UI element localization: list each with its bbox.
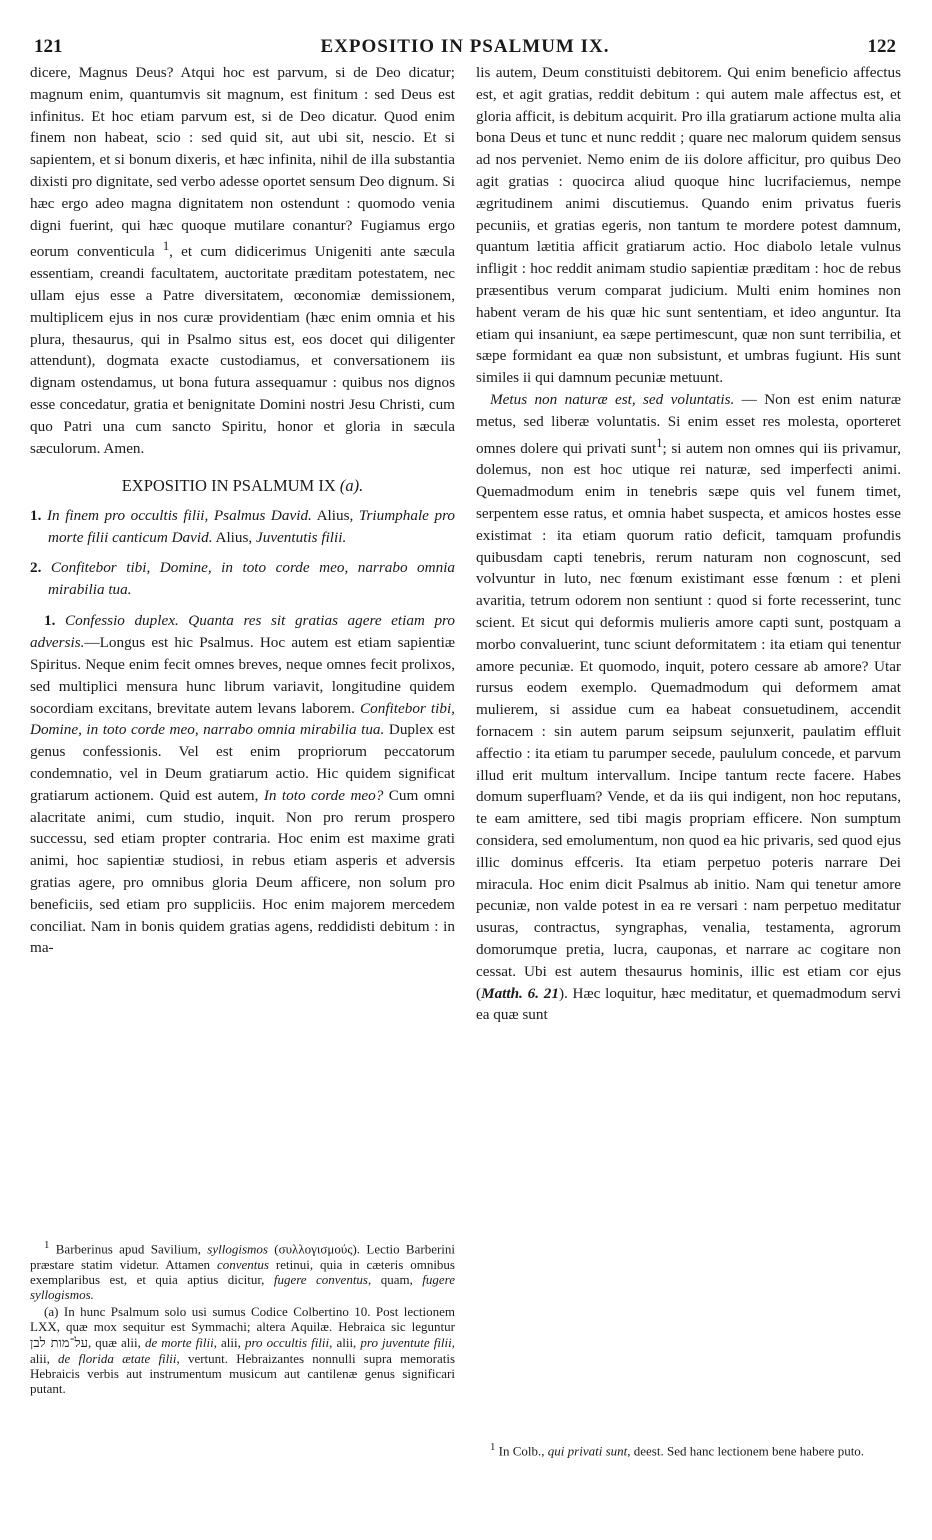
- footnote-text: , vertunt. Hebraizantes nonnulli supra memoratis Hebraicis verbis aut instrumentum musicum aut cantilenæ genus significari putant.: [30, 1350, 456, 1397]
- footnote-text: retinui, quia in cæteris omnibus exemplaribus est, et quia aptius dicitur,: [30, 1256, 455, 1287]
- section-title-text: EXPOSITIO IN PSALMUM IX: [121, 476, 336, 496]
- footnote-text: conventus: [217, 1256, 269, 1272]
- text-span: Cum omni alacritate animi, cum studio, inquit. Non pro rerum prospero successu, sed etiam propter contraria. Hoc enim est maxime grati animi, hoc sapientiæ studiosi, in rebus etiam asperis et adversis gratias agere, pro omnibus gloria Deum afficere, non solum pro beneficiis, sed etiam pro suppliciis. Hoc enim majorem mercedem conciliat. Nam in bonis quidem gratias agens, reddidisti debitum : in ma-: [30, 786, 455, 957]
- verse-1: [30, 505, 455, 549]
- verse-2: [30, 557, 455, 601]
- footnote-ref: 1: [162, 239, 170, 254]
- text-span: — Non est enim naturæ metus, sed liberæ voluntatis. Si enim esset res molesta, oporteret omnes dolere qui privati sunt: [476, 390, 901, 457]
- text-span: dicere, Magnus Deus? Atqui hoc est parvum, si de Deo dicatur; magnum enim, quantumvis sit magnum, est finitum : sed Deus est infinitus. Et hoc etiam parvum est, si de Deo dicatur. Quod enim finem non habeat, scio : sed quid sit, aut ubi sit, nescio. Et si sapientem, et si bonum dixeris, et hæc infinita, nihil de illa substantia dixisti pro dignitate, sed verbo adesse oportet sensum Deo dignum. Si hæc ergo adeo magna dignitatem non ostendunt : quomodo venia digni fuerint, qui hæc quoque mutilare conantur? Fugiamus ergo eorum conventicula: [30, 64, 455, 261]
- hebrew-text: על־מות לבן: [30, 1335, 88, 1351]
- footnote-text: In hunc Psalmum solo usi sumus Codice Colbertino 10. Post lectionem LXX, quæ mox sequitur est Symmachi; altera Aquilæ. Hebraica sic leguntur: [30, 1304, 455, 1335]
- verse-number: 1.: [30, 507, 42, 525]
- commentary-number: 1.: [44, 612, 56, 630]
- footnote-text: , quæ alii,: [87, 1334, 145, 1350]
- quote: Confitebor tibi, Domine, in toto corde meo, narrabo omnia mirabilia tua.: [30, 699, 455, 739]
- text-span: , et cum didicerimus Unigeniti ante sæcula essentiam, creandi facultatem, auctoritate præditam potestatem, nec ullam ejus esse a Patre diversitatem, œconomiæ demissionem, multiplicem ejus in nos curæ providentiam (hæc enim omnia et his plura, thesaurus, qui in Psalmo situs est, eos docet qui diligenter attendunt), dogmata exacte custodiamus, et conversationem iis dignam ostendamus, ut bona futura assequamur : quibus nos dignos esse concedatur, gratia et benignitate Domini nostri Jesu Christi, cum quo Patri una cum sancto Spiritu, honor et gloria in sæcula sæculorum. Amen.: [30, 243, 456, 457]
- footnote-text: qui privati sunt: [547, 1443, 628, 1459]
- verse-text: In finem pro occultis filii, Psalmus David.: [46, 507, 312, 525]
- footnote-number: 1: [44, 1239, 50, 1251]
- footnote-text: , alii,: [213, 1334, 245, 1350]
- footnote-text: In Colb.,: [495, 1443, 548, 1459]
- running-title: EXPOSITIO IN PSALMUM IX.: [320, 36, 610, 57]
- footnote-text: , deest. Sed hanc lectionem bene habere puto.: [627, 1443, 865, 1459]
- quote: In toto corde meo?: [263, 786, 384, 804]
- verse-text: Alius,: [212, 529, 256, 546]
- text-span: —Longus est hic Psalmus. Hoc autem est etiam sapientiæ Spiritus. Neque enim fecit omnes breves, neque omnes fecit prolixos, sed multiplici mensura hunc librum variavit, longitudine quidem socordiam excitans, brevitate autem levans laborem.: [30, 634, 455, 717]
- footnote-number: 1: [490, 1441, 496, 1453]
- commentary-heading: Confessio duplex. Quanta res sit gratias agere etiam pro adversis.: [30, 612, 455, 652]
- right-column: [476, 62, 901, 1026]
- footnotes-left: [30, 1238, 455, 1398]
- page-header: [34, 36, 896, 60]
- text-span: lis autem, Deum constituisti debitorem. Qui enim beneficio affectus est, et agit gratias, reddit debitum : qui autem male affectus est, et gloria afficit, is debitum acquirit. Pro illa gratiarum actione multa alia bona Deus et tunc et nunc reddit ; quare nec malorum quidem sensus ad nos perveniet. Nemo enim de iis dolore afficitur, pro quibus Deo agit gratias : quocirca aliud quoque hinc lucrifaciemus, nempe ægritudinem animi discutiemus. Quando enim privatus fueris pecuniis, et gratias egeris, non tantum te mordere potest damnum, quantum lætitia afficit gratiarum actio. Hoc diabolo letale vulnus infligit : hoc reddit animam studio sapientiæ præditam : hoc de rebus præsentibus verum comparat judicium. Multi enim homines non habent veram de his quæ hic sunt sententiam, et ideo anguntur. Ita etiam qui insaniunt, ea sæpe pertimescunt, quæ non sunt terribilia, et sæpe formidant ea quæ non subsistunt, et umbras fugiunt. His sunt similes ii qui damnum pecuniæ metuunt.: [476, 64, 901, 387]
- verse-text: Alius,: [311, 507, 359, 525]
- footnotes-right: [476, 1440, 901, 1461]
- page-number-left: 121: [34, 36, 63, 57]
- paragraph: [476, 389, 901, 1026]
- footnote-text: de morte filii: [144, 1334, 214, 1350]
- scripture-citation: Matth. 6. 21: [481, 984, 559, 1002]
- footnote-1-right: [476, 1440, 901, 1459]
- footnote-text: syllogismos: [207, 1241, 268, 1257]
- paragraph-continuation: [476, 62, 901, 389]
- footnote-text: de florida ætate filii: [58, 1350, 177, 1366]
- verse-text: Triumphale pro morte filii canticum David.: [48, 507, 456, 546]
- footnote-text: , alii,: [30, 1334, 456, 1366]
- paragraph-heading: Metus non naturæ est, sed voluntatis.: [490, 390, 735, 408]
- footnote-text: Barberinus apud Savilium,: [55, 1241, 208, 1257]
- footnote-text: fugere syllogismos.: [30, 1271, 455, 1302]
- footnote-text: (συλλογισμούς). Lectio Barberini præstare statim videtur. Attamen: [30, 1241, 456, 1272]
- text-span: ). Hæc loquitur, hæc meditatur, et quemadmodum servi ea quæ sunt: [476, 984, 902, 1024]
- section-note: (a).: [339, 476, 364, 496]
- footnote-text: , alii,: [329, 1334, 361, 1350]
- footnote-ref: 1: [656, 435, 663, 450]
- verse-text: Juventutis filii.: [255, 529, 347, 546]
- footnote-a: [30, 1304, 455, 1396]
- verse-number: 2.: [30, 558, 42, 576]
- verse-text: Confitebor tibi, Domine, in toto corde meo, narrabo omnia mirabilia tua.: [48, 558, 456, 598]
- text-span: ; si autem non omnes qui iis privamur, dolemus, non est hoc utique rei naturæ, sed imperfecti animi. Quemadmodum enim in tenebris sæpe quis vel funem timet, serpentem esse ratus, et omnia habet suspecta, et amicos hostes esse existimat : ita etiam quorum ratio deficit, tamquam profundis quibusdam capti tenebris, rerum naturam non cognoscunt, sed volvuntur in luto, nec fœnum existimant esse fœnum : et pleni avaritia, tetrum odorem non sentiunt : quod si forte recesserint, tunc scient. Et sicut qui deformis mulieris amore capti sunt, postquam a morbo convaluerint, tunc sciunt deformitatem : ita etiam qui tenentur amore pecuniæ. Et quomodo, inquit, potero cessare ab amore? Utar rursus eodem exemplo. Quemadmodum qui deformem amat mulierem, si assidue cum ea habeat consuetudinem, accendit fornacem : sin autem parum seipsum sejunxerit, paulatim effluit affectio : ita etiam tu parumper secede, paululum concede, et parvum illud erit multum intervallum. Incipe tantum recte facere. Habes domum superfluam? Vende, et da iis qui indigent, non hoc reputans, te eam amittere, sed tibi magis propriam efficere. Non sumptum considera, sed emolumentum, non quod ea hic privaris, sed quod ejus illic dominus effceris. Ita etiam perpetuo poteris narrare Dei miracula. Hoc enim dicit Psalmus ab initio. Nam qui tenetur amore pecuniæ, non valde potest in ea re versari : nam perpetuo meditatur usuras, contractus, syngraphas, venalia, testamenta, agrorum domorumque pretia, lucra, cauponas, et narrare ac cogitare non cessat. Ubi est autem thesaurus hominis, illic est etiam cor ejus (: [476, 439, 901, 1002]
- footnote-number: (a): [44, 1304, 59, 1320]
- footnote-text: pro occultis filii: [244, 1334, 330, 1350]
- section-title: [30, 475, 455, 497]
- left-column: [30, 62, 455, 959]
- text-span: Duplex est genus confessionis. Vel est enim propriorum peccatorum condemnatio, vel in Deum gratiarum actio. Hic quidem significat gratiarum actionem. Quid est autem,: [30, 721, 455, 804]
- commentary-paragraph: [30, 610, 455, 959]
- page-number-right: 122: [867, 36, 896, 57]
- footnote-text: fugere conventus: [273, 1271, 368, 1287]
- footnote-1: [30, 1238, 455, 1302]
- footnote-text: , quam,: [368, 1271, 423, 1287]
- paragraph-continuation: [30, 62, 455, 459]
- footnote-text: pro juventute filii: [360, 1334, 452, 1350]
